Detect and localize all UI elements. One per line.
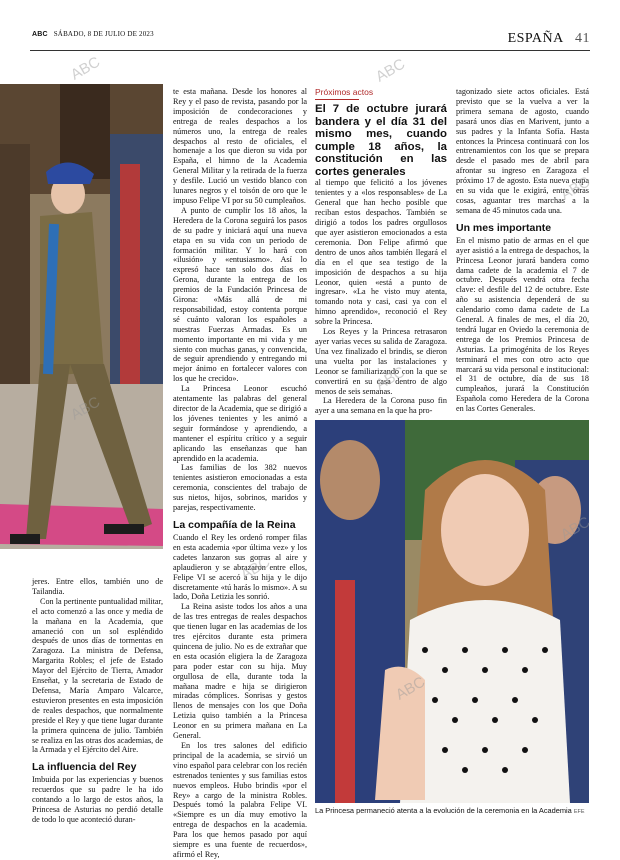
col3-para-1: Los Reyes y la Princesa retrasaron ayer varias veces su salida de Zaragoza. Una vez finalizado el brindis, se dieron una vuelta por las instalaciones y Leonor se familiarizando con la que se convertirá en su casa dentro de algo menos de seis semanas.: [315, 327, 447, 396]
section-name: ESPAÑA: [507, 31, 563, 46]
subheadline: El 7 de octubre jurará bandera y el día 31 del mismo mes, cuando cumple 18 años, la constitución en las cortes generales: [315, 102, 447, 178]
issue-date: SÁBADO, 8 DE JULIO DE 2023: [53, 30, 154, 38]
col1-lead: jeres. Entre ellos, también uno de Tailandia.: [32, 577, 163, 596]
watermark-logo: ABC: [372, 55, 409, 86]
page-number: 41: [575, 31, 590, 46]
column-3: [315, 88, 447, 416]
watermark-logo: ABC: [557, 173, 594, 204]
column-2: [173, 87, 307, 860]
col2-heading: La compañía de la Reina: [173, 518, 296, 531]
photo-credit: EFE: [573, 809, 585, 815]
newspaper-name: ABC: [32, 31, 48, 38]
watermark-logo: ABC: [392, 673, 429, 704]
caption-text: La Princesa permaneció atenta a la evolución de la ceremonia en la Academia: [315, 806, 572, 815]
photo-princess-ceremony: [315, 420, 589, 803]
col2-para2-0: Cuando el Rey les ordenó romper filas en esta academia «por última vez» y los cadetes lanzaron sus gorras al aire y aplaudieron y se abrazaron entre ellos, Felipe VI se acercó a su hija y le dijo discretamente «tú harás lo mismo». A su lado, Doña Letizia les sonrió.: [173, 532, 307, 602]
col2-para-1: A punto de cumplir los 18 años, la Heredera de la Corona seguirá los pasos de su padre y iniciará aquí una nueva etapa en su vida con un periodo de formación militar. Y lo hará con «ilusión» y «entusiasmo». Así lo expresó hace tan solo dos días en Gerona, durante la entrega de los premios de la Fundación Princesa de Girona: «Más allá de mi responsabilidad, estoy contenta porque sé cuánto valoran los españoles a nuestras Fuerzas Armadas. Es un momento importante en mi vida y me siento con muchas ganas, y convencida, de seguir aprendiendo y entregando mi mejor ánimo en fortalecer valores con los que he crecido».: [173, 205, 307, 384]
column-1: [32, 577, 163, 825]
col1-heading-para: Imbuida por las experiencias y buenos recuerdos que su padre le ha ido contando a lo largo de estos años, la Princesa de Asturias no perdió detalle de todo lo que aconteció duran-: [32, 775, 163, 824]
column-4: [456, 87, 589, 414]
col1-heading: La influencia del Rey: [32, 761, 137, 774]
col2-para2-2: En los tres salones del edificio principal de la academia, se sirvió un vino español para celebrar con los recién estrenados tenientes y sus familias estos nuevos empleos. Hubo brindis «por el Rey» a cargo de la ministra Robles. Después tomó la palabra Felipe VI. «Siempre es un día muy emotivo la entrega de despachos en la academia. Para los que hemos pasado por aquí siempre es una fuente de recuerdos», afirmó el Rey,: [173, 741, 307, 859]
watermark-logo: ABC: [67, 53, 104, 84]
col4-para2-0: En el mismo patio de armas en el que ayer asistió a la entrega de despachos, la Princesa Leonor jurará bandera como dama cadete de la academia el 7 de octubre. Después vendrá otra fecha clave: el desfile del 12 de octubre. Este año su asistencia dependerá de su calendario como dama cadete de La General. A finales de mes, el día 20, tendrá lugar en Oviedo la ceremonia de entrega de los Premios Princesa de Asturias. La primogénita de los Reyes terminará el mes con otro acto que marcará su vida personal e institucional: el 31 de octubre, día de sus 18 cumpleaños, jurará la Constitución Española como Heredera de la Corona en las Cortes Generales.: [456, 235, 589, 414]
watermark-logo: ABC: [557, 513, 594, 544]
col3-para-0: al tiempo que felicitó a los jóvenes tenientes y a «los responsables» de La General que han hecho posible que reciban estos despachos. También se dirigió a todos los padres orgullosos que ayer asistieron emocionados a esta ceremonia. Don Felipe afirmó que dentro de unos años también llegará el día en el que sea testigo de la imposición de despachos a su hija Leonor, quien «está a punto de ingresar». «La he visto muy atenta, tomando nota y casi, casi ya con el himno aprendido», reconoció el Rey sobre la Princesa.: [315, 178, 447, 327]
page-header-right: [508, 31, 590, 47]
col4-heading: Un mes importante: [456, 221, 552, 234]
watermark-logo: ABC: [372, 363, 409, 394]
header-rule: [30, 50, 590, 51]
watermark-logo: ABC: [67, 393, 104, 424]
watermark-logo: ABC: [237, 553, 274, 584]
photo-princess-uniform: [0, 84, 163, 549]
col2-para-2: La Princesa Leonor escuchó atentamente las palabras del general director de la Academia, que se dirigió a los jóvenes tenientes y les animó a seguir formándose y aprendiendo, a mantener el espíritu crítico y a seguir aplicando las enseñanzas que han aprendido en la academia.: [173, 384, 307, 463]
col2-para-3: Las familias de los 382 nuevos tenientes asistieron emocionadas a esta ceremonia, conscientes del trabajo de sus nietos, hijos, sobrinos, maridos y parejas, respectivamente.: [173, 463, 307, 513]
col4-para-0: tagonizado siete actos oficiales. Está previsto que se la vuelva a ver la primera semana de agosto, cuando pasará unos días en Marivent, junto a sus padres y la Infanta Sofía. Hasta entonces la Princesa continuará con los entrenamientos con los que se prepara desde el pasado mes de abril para afrontar su ingreso en Zaragoza el próximo 17 de agosto. Esta nueva etapa en su vida que le exigirá, entre otras cosas, aguantar tres marchas a la semana de 45 minutos cada una.: [456, 87, 589, 215]
col1-para-0: Con la pertinente puntualidad militar, el acto comenzó a las once y media de la mañana en la Academia, que amaneció con un sol espléndido después de unos días de tormentas en Zaragoza. La ministra de Defensa, Margarita Robles; el jefe de Estado Mayor del Ejército de Tierra, Amador Enseñat, y la secretaria de Estado de Defensa, María Amparo Valcarce, estuvieron presentes en esta imposición de reales despachos, que normalmente preside el Rey y que tiene lugar durante la primera quincena de julio. También se realiza en las otras dos academias, de la Armada y el Ejército del Aire.: [32, 596, 163, 755]
page-header-left: [32, 30, 154, 38]
kicker-rule: [315, 99, 359, 100]
kicker: Próximos actos: [315, 87, 374, 97]
col2-para-0: te esta mañana. Desde los honores al Rey y el paso de revista, pasando por la imposición de condecoraciones y entrega de reales despachos a los números uno, la entrega de reales despachos al resto de oficiales, el homenaje a los que dieron su vida por España, el himno de la Academia General Militar y la retirada de la fuerza y desfile. Lució un vestido blanco con lunares negros y el toisón de oro que le impuso Felipe VI por su 50 cumpleaños.: [173, 87, 307, 205]
col3-para-2: La Heredera de la Corona puso fin ayer a una semana en la que ha pro-: [315, 396, 447, 416]
photo-caption: [315, 806, 585, 815]
col2-para2-1: La Reina asiste todos los años a una de las tres entregas de reales despachos que tienen lugar en las academias de los tres ejércitos durante esta primera quincena de julio. No es de extrañar que en esta ocasión eligiera la de Zaragoza para poder estar con su hija. Muy orgullosa de ella, durante toda la mañana madre e hija se dirigieron miradas cómplices. Sonrisas y gestos llenos de mensajes con los que Doña Letizia quiso también a la Princesa Leonor en su primera mañana en La General.: [173, 602, 307, 741]
